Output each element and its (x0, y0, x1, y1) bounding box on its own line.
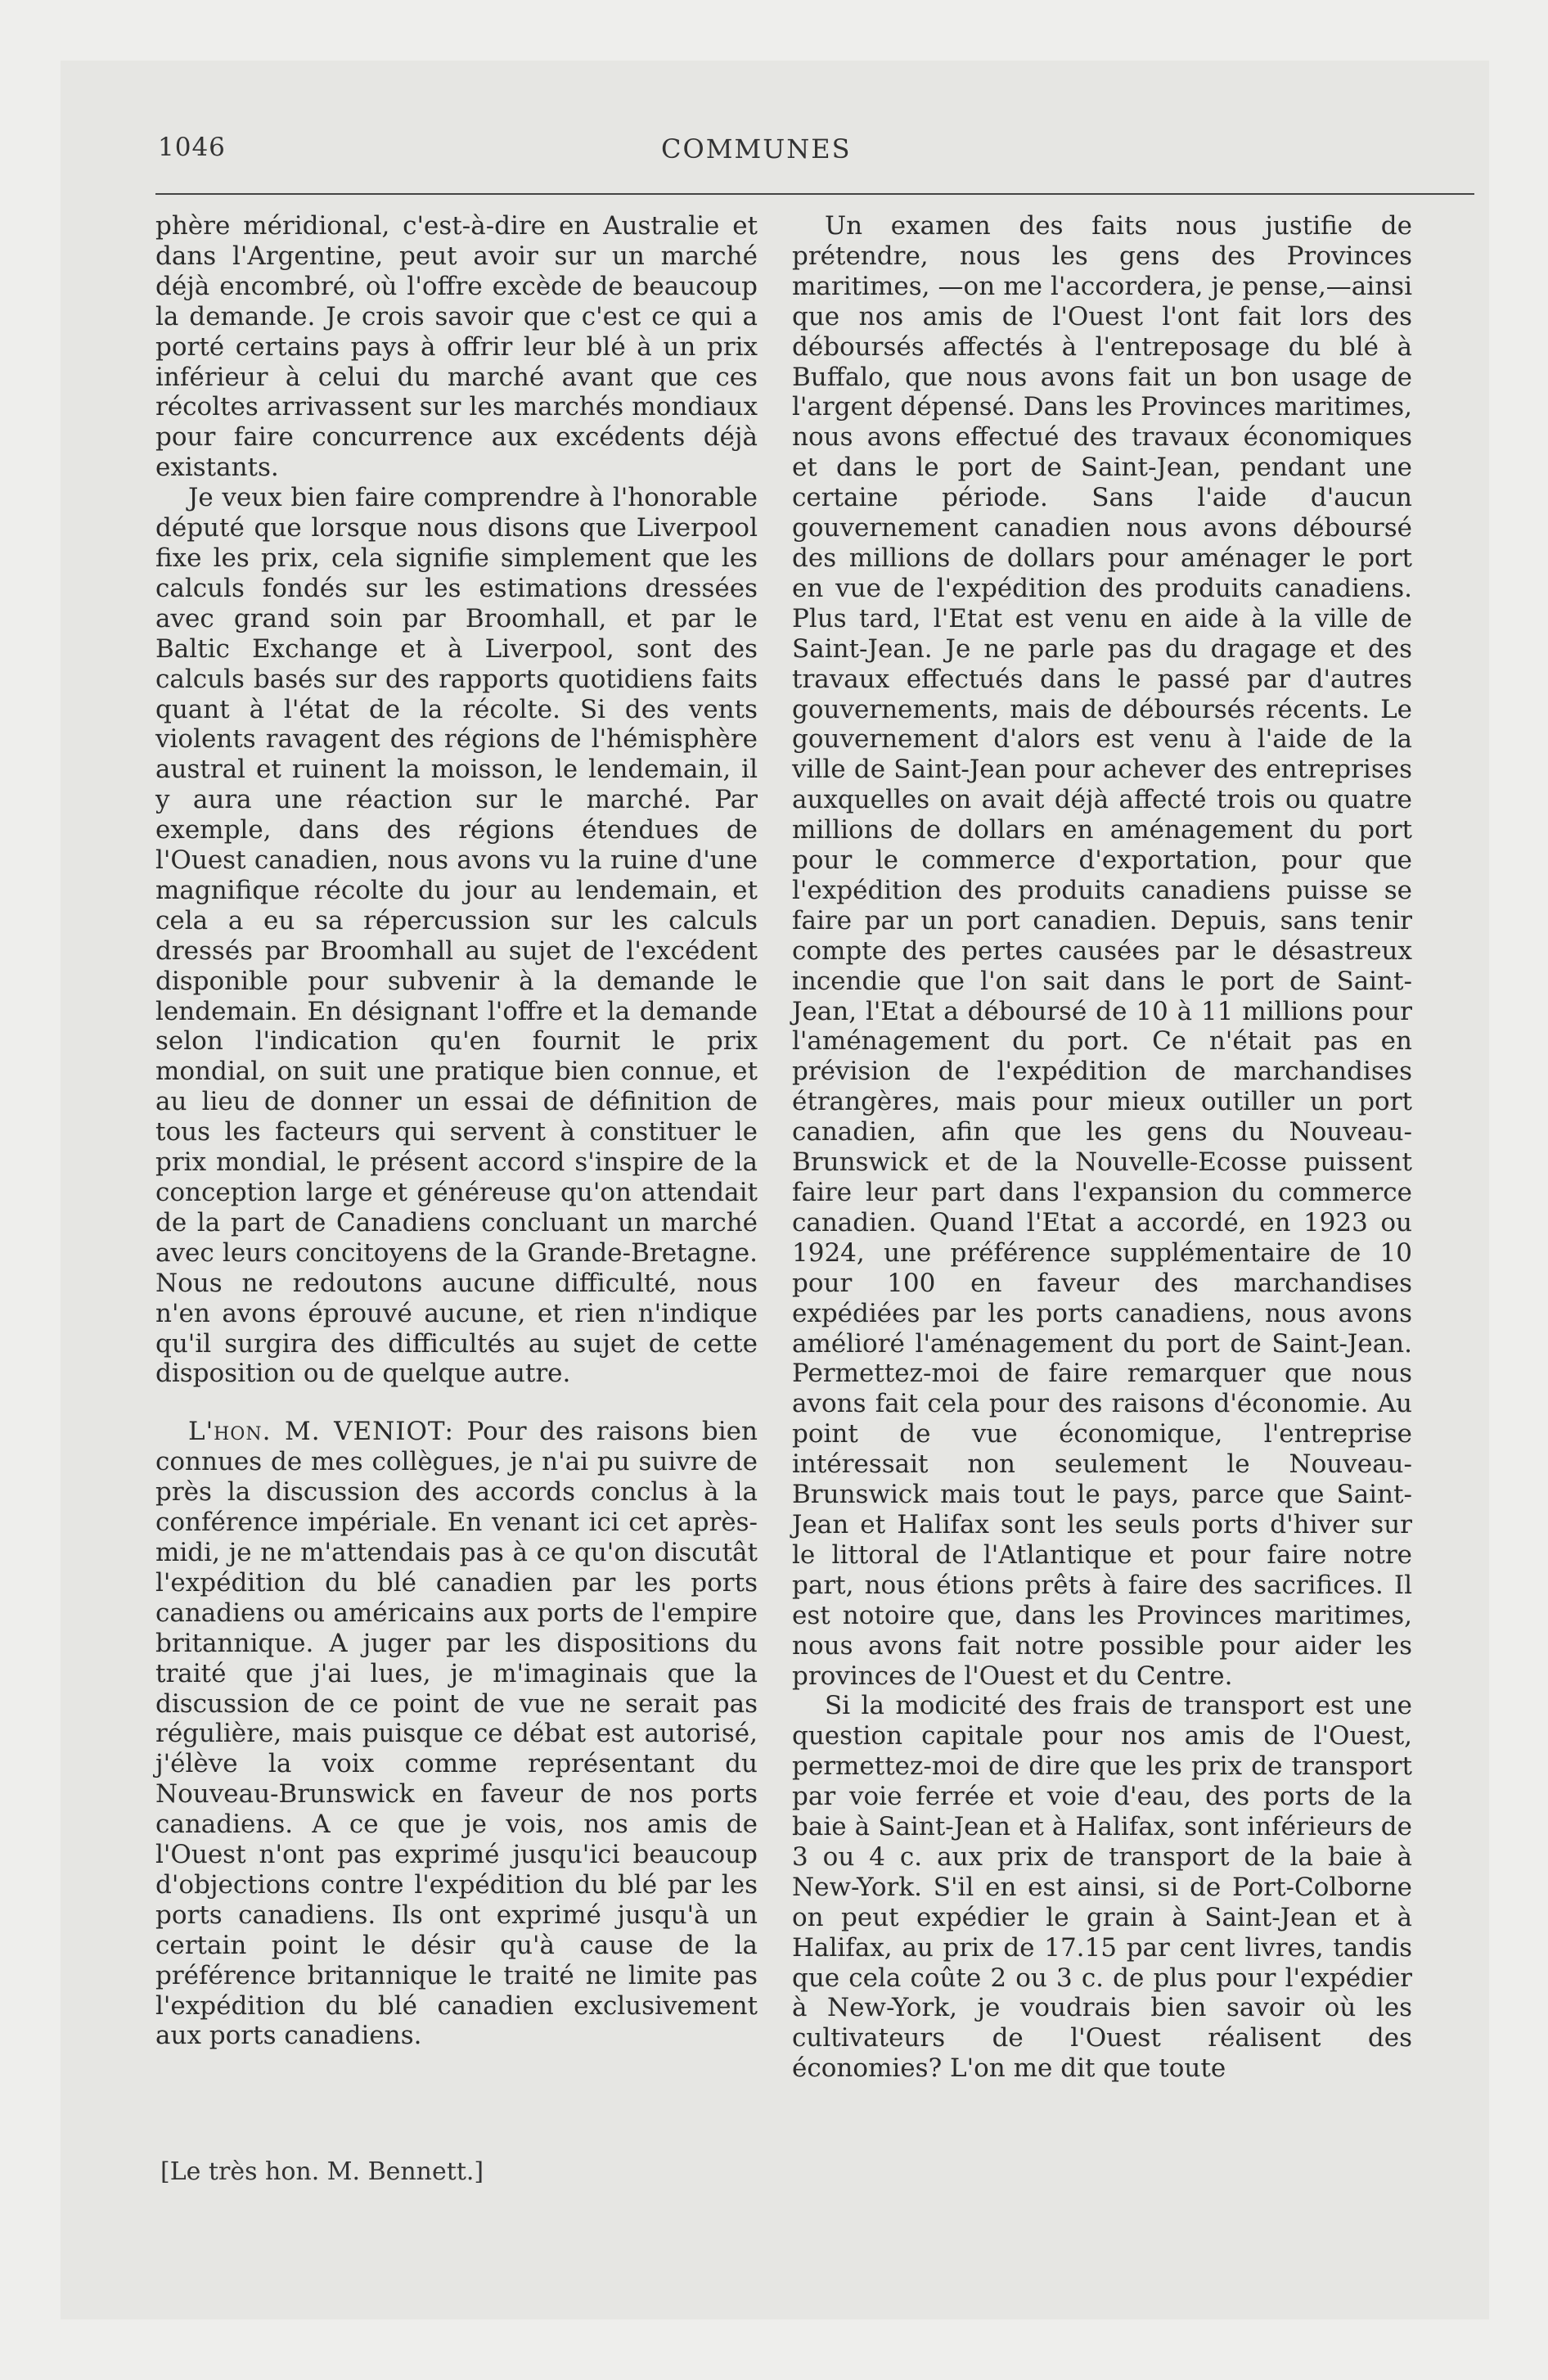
speech-text: Pour des raisons bien connues de mes collègues, je n'ai pu suivre de près la discussion des accords conclus à la conférence impériale. En venant ici cet après-midi, je ne m'attendais pas à ce qu'on discutât l'expédition du blé canadien par les ports canadiens ou américains aux ports de l'empire britannique. A juger par les dispositions du traité que j'ai lues, je m'imaginais que la discussion de ce point de vue ne serait pas régulière, mais puisque ce débat est autorisé, j'élève la voix comme représentant du Nouveau-Brunswick en faveur de nos ports canadiens. A ce que je vois, nos amis de l'Ouest n'ont pas exprimé jusqu'ici beaucoup d'objections contre l'expédition du blé par les ports canadiens. Ils ont exprimé jusqu'à un certain point le désir qu'à cause de la préférence britannique le traité ne limite pas l'expédition du blé canadien exclusivement aux ports canadiens. (155, 1417, 758, 2051)
footer-note: [Le très hon. M. Bennett.] (160, 2157, 484, 2186)
paragraph: Un examen des faits nous justifie de prétendre, nous les gens des Provinces maritimes, —on me l'accordera, je pense,—ainsi que nos amis de l'Ouest l'ont fait lors des déboursés affectés à l'entreposage du blé à Buffalo, que nous avons fait un bon usage de l'argent dépensé. Dans les Provinces maritimes, nous avons effectué des travaux économiques et dans le port de Saint-Jean, pendant une certaine période. Sans l'aide d'aucun gouvernement canadien nous avons déboursé des millions de dollars pour aménager le port en vue de l'expédition des produits canadiens. Plus tard, l'Etat est venu en aide à la ville de Saint-Jean. Je ne parle pas du dragage et des travaux effectués dans le passé par d'autres gouvernements, mais de déboursés récents. Le gouvernement d'alors est venu à l'aide de la ville de Saint-Jean pour achever des entreprises auxquelles on avait déjà affecté trois ou quatre millions de dollars en aménagement du port pour le commerce d'exportation, pour que l'expédition des produits canadiens puisse se faire par un port canadien. Depuis, sans tenir compte des pertes causées par le désastreux incendie que l'on sait dans le port de Saint-Jean, l'Etat a déboursé de 10 à 11 millions pour l'aménagement du port. Ce n'était pas en prévision de l'expédition de marchandises étrangères, mais pour mieux outiller un port canadien, afin que les gens du Nouveau-Brunswick et de la Nouvelle-Ecosse puissent faire leur part dans l'expansion du commerce canadien. Quand l'Etat a accordé, en 1923 ou 1924, une préférence supplémentaire de 10 pour 100 en faveur des marchandises expédiées par les ports canadiens, nous avons amélioré l'aménagement du port de Saint-Jean. Permettez-moi de faire remarquer que nous avons fait cela pour des raisons d'économie. Au point de vue économique, l'entreprise intéressait non seulement le Nouveau-Brunswick mais tout le pays, parce que Saint-Jean et Halifax sont les seuls ports d'hiver sur le littoral de l'Atlantique et pour faire notre part, nous étions prêts à faire des sacrifices. Il est notoire que, dans les Provinces maritimes, nous avons fait notre possible pour aider les provinces de l'Ouest et du Centre. (792, 211, 1412, 1691)
right-column (792, 211, 1412, 2084)
paragraph: Je veux bien faire comprendre à l'honorable député que lorsque nous disons que Liverpool fixe les prix, cela signifie simplement que les calculs fondés sur les estimations dressées avec grand soin par Broomhall, et par le Baltic Exchange et à Liverpool, sont des calculs basés sur des rapports quotidiens faits quant à l'état de la récolte. Si des vents violents ravagent des régions de l'hémisphère austral et ruinent la moisson, le lendemain, il y aura une réaction sur le marché. Par exemple, dans des régions étendues de l'Ouest canadien, nous avons vu la ruine d'une magnifique récolte du jour au lendemain, et cela a eu sa répercussion sur les calculs dressés par Broomhall au sujet de l'excédent disponible pour subvenir à la demande le lendemain. En désignant l'offre et la demande selon l'indication qu'en fournit le prix mondial, on suit une pratique bien connue, et au lieu de donner un essai de définition de tous les facteurs qui servent à constituer le prix mondial, le présent accord s'inspire de la conception large et généreuse qu'on attendait de la part de Canadiens concluant un marché avec leurs concitoyens de la Grande-Bretagne. Nous ne redoutons aucune difficulté, nous n'en avons éprouvé aucune, et rien n'indique qu'il surgira des difficultés au sujet de cette disposition ou de quelque autre. (155, 483, 758, 1389)
left-column (155, 211, 758, 2051)
speech-paragraph (155, 1417, 758, 2051)
paragraph: Si la modicité des frais de transport est une question capitale pour nos amis de l'Ouest, permettez-moi de dire que les prix de transport par voie ferrée et voie d'eau, des ports de la baie à Saint-Jean et à Halifax, sont inférieurs de 3 ou 4 c. aux prix de transport de la baie à New-York. S'il en est ainsi, si de Port-Colborne on peut expédier le grain à Saint-Jean et à Halifax, au prix de 17.15 par cent livres, tandis que cela coûte 2 ou 3 c. de plus pour l'expédier à New-York, je voudrais bien savoir où les cultivateurs de l'Ouest réalisent des économies? L'on me dit que toute (792, 1691, 1412, 2084)
speaker-name: L'hon. M. VENIOT: (188, 1417, 454, 1447)
header-rule (155, 193, 1474, 195)
page-number: 1046 (158, 133, 226, 162)
paragraph: phère méridional, c'est-à-dire en Australie et dans l'Argentine, peut avoir sur un marché déjà encombré, où l'offre excède de beaucoup la demande. Je crois savoir que c'est ce qui a porté certains pays à offrir leur blé à un prix inférieur à celui du marché avant que ces récoltes arrivassent sur les marchés mondiaux pour faire concurrence aux excédents déjà existants. (155, 211, 758, 483)
running-title: COMMUNES (661, 133, 852, 165)
